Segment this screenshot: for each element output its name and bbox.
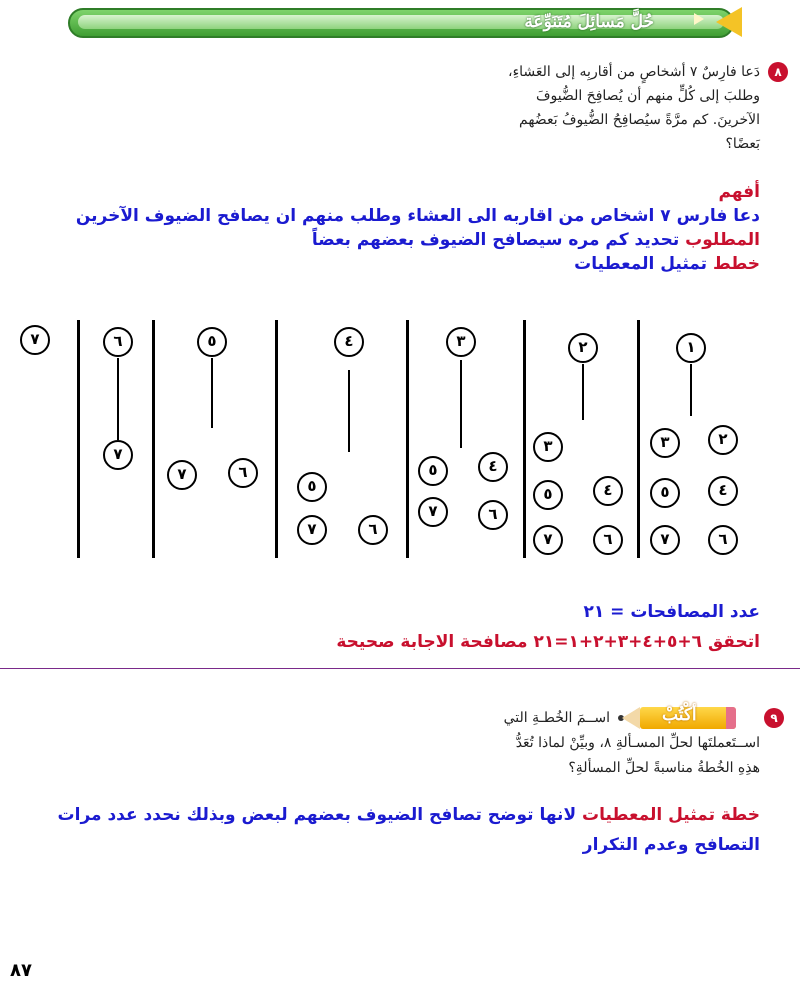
partner-3-circle: ٣ <box>650 428 680 458</box>
required-text: تحديد كم مره سيصافح الضيوف بعضهم بعضاً <box>311 230 680 250</box>
question-number-8: ٨ <box>768 62 788 82</box>
page-number: ٨٧ <box>10 960 32 981</box>
divider-line <box>523 320 526 558</box>
guest-7-circle: ٧ <box>20 325 50 355</box>
guest-1-circle: ١ <box>676 333 706 363</box>
partner-2-circle: ٢ <box>708 425 738 455</box>
partner-6-circle: ٦ <box>708 525 738 555</box>
pencil-eraser-icon <box>726 707 736 729</box>
connector-line <box>582 364 584 420</box>
answer-9-text: لانها توضح تصافح الضيوف بعضهم لبعض وبذلك نحدد عدد مرات التصافح وعدم التكرار <box>57 805 760 855</box>
connector-line <box>460 360 462 448</box>
partner-4-circle: ٤ <box>708 476 738 506</box>
check-row <box>60 630 760 654</box>
handshake-count: عدد المصافحات = ٢١ <box>583 602 760 622</box>
write-label: أكْتُبْ <box>662 705 697 725</box>
plan-label: خطط <box>712 254 760 274</box>
partner-7-circle: ٧ <box>650 525 680 555</box>
answer-9-label: خطة تمثيل المعطيات <box>582 805 760 825</box>
divider-line <box>637 320 640 558</box>
partner-5-circle: ٥ <box>418 456 448 486</box>
divider-line <box>152 320 155 558</box>
partner-7-circle: ٧ <box>103 440 133 470</box>
guest-5-circle: ٥ <box>197 327 227 357</box>
plan-text: تمثيل المعطيات <box>574 254 708 274</box>
partner-7-circle: ٧ <box>418 497 448 527</box>
understand-label: أفهم <box>718 182 760 202</box>
banner-title: حُلَّ مَسائِلَ مُتَنَوِّعَة <box>524 12 654 32</box>
connector-line <box>690 364 692 416</box>
partner-7-circle: ٧ <box>167 460 197 490</box>
partner-4-circle: ٤ <box>478 452 508 482</box>
guest-4-circle: ٤ <box>334 327 364 357</box>
question-9-line: هذِهِ الخُطةُ مناسبةً لحلِّ المسألةِ؟ <box>568 760 760 776</box>
section-divider <box>0 668 800 669</box>
connector-line <box>348 370 350 452</box>
partner-5-circle: ٥ <box>297 472 327 502</box>
connector-line <box>117 358 119 440</box>
partner-5-circle: ٥ <box>533 480 563 510</box>
pencil-tip-icon <box>622 707 640 729</box>
understand-text: دعا فارس ٧ اشخاص من اقاربه الى العشاء وطلب منهم ان يصافح الضيوف الآخرين <box>75 206 760 226</box>
partner-6-circle: ٦ <box>593 525 623 555</box>
divider-line <box>275 320 278 558</box>
partner-3-circle: ٣ <box>533 432 563 462</box>
partner-7-circle: ٧ <box>297 515 327 545</box>
guest-6-circle: ٦ <box>103 327 133 357</box>
check-text: ٦+٥+٤+٣+٢+١=٢١ مصافحة الاجابة صحيحة <box>336 632 703 652</box>
divider-line <box>406 320 409 558</box>
question-number-9: ٩ <box>764 708 784 728</box>
question-8-line: الآخرينَ. كم مرَّةً سيُصافِحُ الضُّيوفُ بَعضُهم <box>519 112 760 128</box>
question-8-line: دَعا فارِسٌ ٧ أشخاصٍ من أقاربِه إلى العَشاءِ، <box>508 64 760 80</box>
question-9-line: اســتَعملتَها لحلِّ المسـألةِ ٨، وبيِّنْ لماذا تُعَدُّ <box>515 735 760 751</box>
write-badge <box>618 705 736 731</box>
required-label: المطلوب <box>685 230 760 250</box>
connector-line <box>211 358 213 428</box>
partner-6-circle: ٦ <box>228 458 258 488</box>
answer-9 <box>20 800 760 860</box>
question-8-line: بَعضًا؟ <box>725 136 760 152</box>
question-9-line: اســمَ الخُطـةِ التي <box>503 710 610 726</box>
guest-3-circle: ٣ <box>446 327 476 357</box>
partner-6-circle: ٦ <box>358 515 388 545</box>
guest-2-circle: ٢ <box>568 333 598 363</box>
question-8-line: وطلبَ إلى كُلٍّ منهم أن يُصافِحَ الضُّيوفَ <box>535 88 760 104</box>
divider-line <box>77 320 80 558</box>
partner-5-circle: ٥ <box>650 478 680 508</box>
partner-4-circle: ٤ <box>593 476 623 506</box>
partner-6-circle: ٦ <box>478 500 508 530</box>
partner-7-circle: ٧ <box>533 525 563 555</box>
check-label: اتحقق <box>707 632 760 652</box>
